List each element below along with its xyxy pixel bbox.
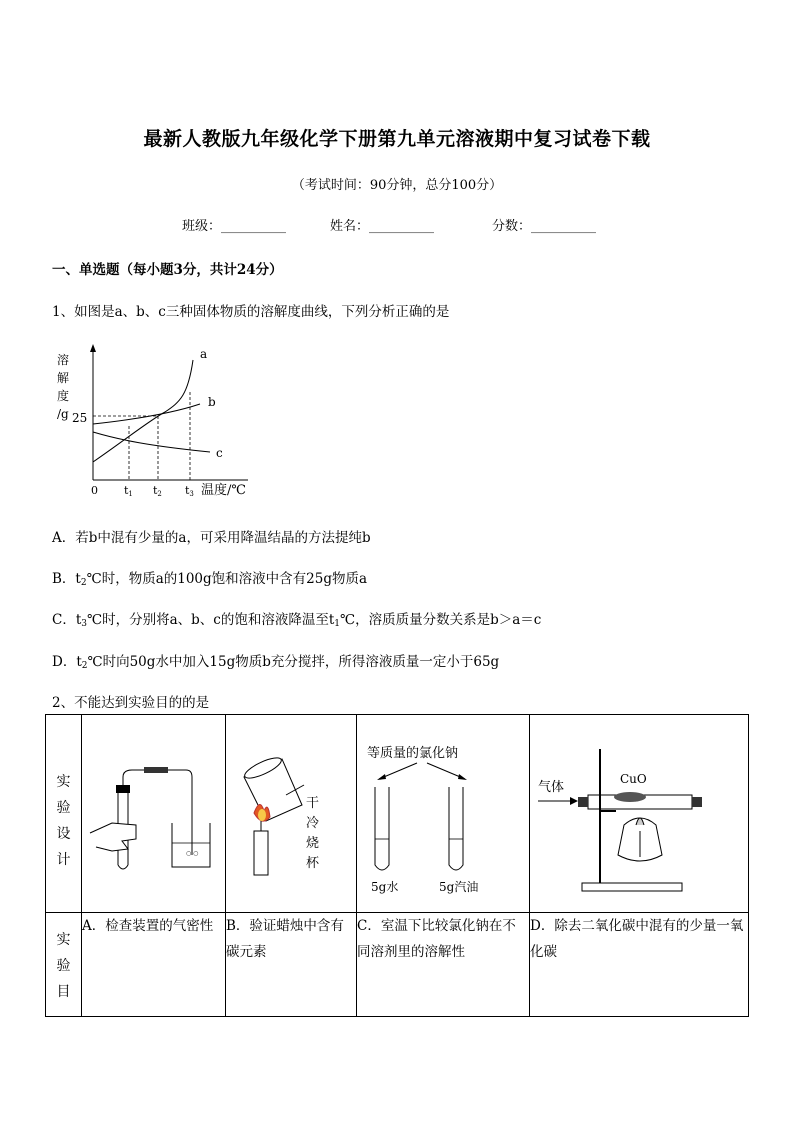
curve-label-b: b <box>208 395 216 409</box>
figure-a-cell <box>82 715 226 913</box>
svg-text:气体: 气体 <box>538 780 565 795</box>
svg-text:冷: 冷 <box>306 816 320 831</box>
curve-b <box>93 404 200 424</box>
experiment-table <box>45 714 749 1017</box>
exam-subtitle: （考试时间：90分钟，总分100分） <box>291 178 503 193</box>
question-2-stem: 2、不能达到实验目的的是 <box>52 695 210 711</box>
curve-c <box>93 432 210 452</box>
name-field[interactable]: 姓名：__________ <box>330 219 435 234</box>
q1-option-a[interactable]: A．若b中混有少量的a，可采用降温结晶的方法提纯b <box>52 530 371 546</box>
figure-d-cuo-apparatus <box>530 715 748 908</box>
figure-a-airtight-check <box>82 715 225 908</box>
purpose-row <box>46 913 749 1017</box>
figure-b-cell <box>226 715 357 913</box>
exam-title: 最新人教版九年级化学下册第九单元溶液期中复习试卷下载 <box>143 128 651 150</box>
purpose-row-label: 实 验 目 <box>46 913 82 1017</box>
purpose-a[interactable]: A．检查装置的气密性 <box>82 913 226 1017</box>
svg-text:干: 干 <box>306 796 320 811</box>
y-axis-arrow <box>90 344 96 352</box>
figure-c-cell <box>357 715 530 913</box>
solubility-chart <box>50 340 260 505</box>
figure-c-solubility-tubes <box>357 715 529 908</box>
design-row-label: 实 验 设 计 <box>46 715 82 913</box>
svg-text:等质量的氯化钠: 等质量的氯化钠 <box>367 746 459 761</box>
curve-label-c: c <box>216 446 223 460</box>
curve-label-a: a <box>200 347 208 361</box>
q1-option-d[interactable]: D．$t_2℃$时向50g水中加入15g物质b充分搅拌，所得溶液质量一定小于65g <box>52 654 500 671</box>
svg-text:杯: 杯 <box>306 856 320 871</box>
score-field[interactable]: 分数：__________ <box>492 219 597 234</box>
q1-option-c[interactable]: C．$t_3℃$时，分别将a、b、c的饱和溶液降温至$t_1℃$，溶质质量分数关系是b＞a＝c <box>52 612 542 629</box>
y-tick-25: 25 <box>72 411 88 425</box>
svg-text:○ ○: ○ ○ <box>186 850 199 857</box>
class-field[interactable]: 班级：__________ <box>182 219 287 234</box>
design-row <box>46 715 749 913</box>
curve-a <box>93 360 193 462</box>
purpose-d[interactable]: D．除去二氧化碳中混有的少量一氧化碳 <box>530 913 749 1017</box>
origin-label: 0 <box>91 484 98 497</box>
section-heading: 一、单选题（每小题3分，共计24分） <box>52 262 283 278</box>
figure-d-cell <box>530 715 749 913</box>
svg-text:烧: 烧 <box>306 836 320 851</box>
q1-option-b[interactable]: B．$t_2℃$时，物质a的100g饱和溶液中含有25g物质a <box>52 571 368 588</box>
x-tick-t1: t1 <box>124 484 133 498</box>
figure-b-candle-beaker <box>226 715 356 908</box>
y-label-2: 解 <box>57 371 70 385</box>
question-1-stem: 1、如图是a、b、c三种固体物质的溶解度曲线，下列分析正确的是 <box>52 304 450 320</box>
svg-text:5g水: 5g水 <box>371 880 399 894</box>
x-tick-t2: t2 <box>153 484 162 498</box>
y-label-4: /g <box>57 407 69 421</box>
x-axis-label: 温度/℃ <box>201 483 246 498</box>
y-label-1: 溶 <box>57 353 70 367</box>
svg-text:5g汽油: 5g汽油 <box>439 880 479 894</box>
y-label-3: 度 <box>57 389 70 403</box>
purpose-c[interactable]: C．室温下比较氯化钠在不同溶剂里的溶解性 <box>357 913 530 1017</box>
purpose-b[interactable]: B．验证蜡烛中含有碳元素 <box>226 913 357 1017</box>
svg-text:CuO: CuO <box>620 772 647 786</box>
x-tick-t3: t3 <box>185 484 194 498</box>
